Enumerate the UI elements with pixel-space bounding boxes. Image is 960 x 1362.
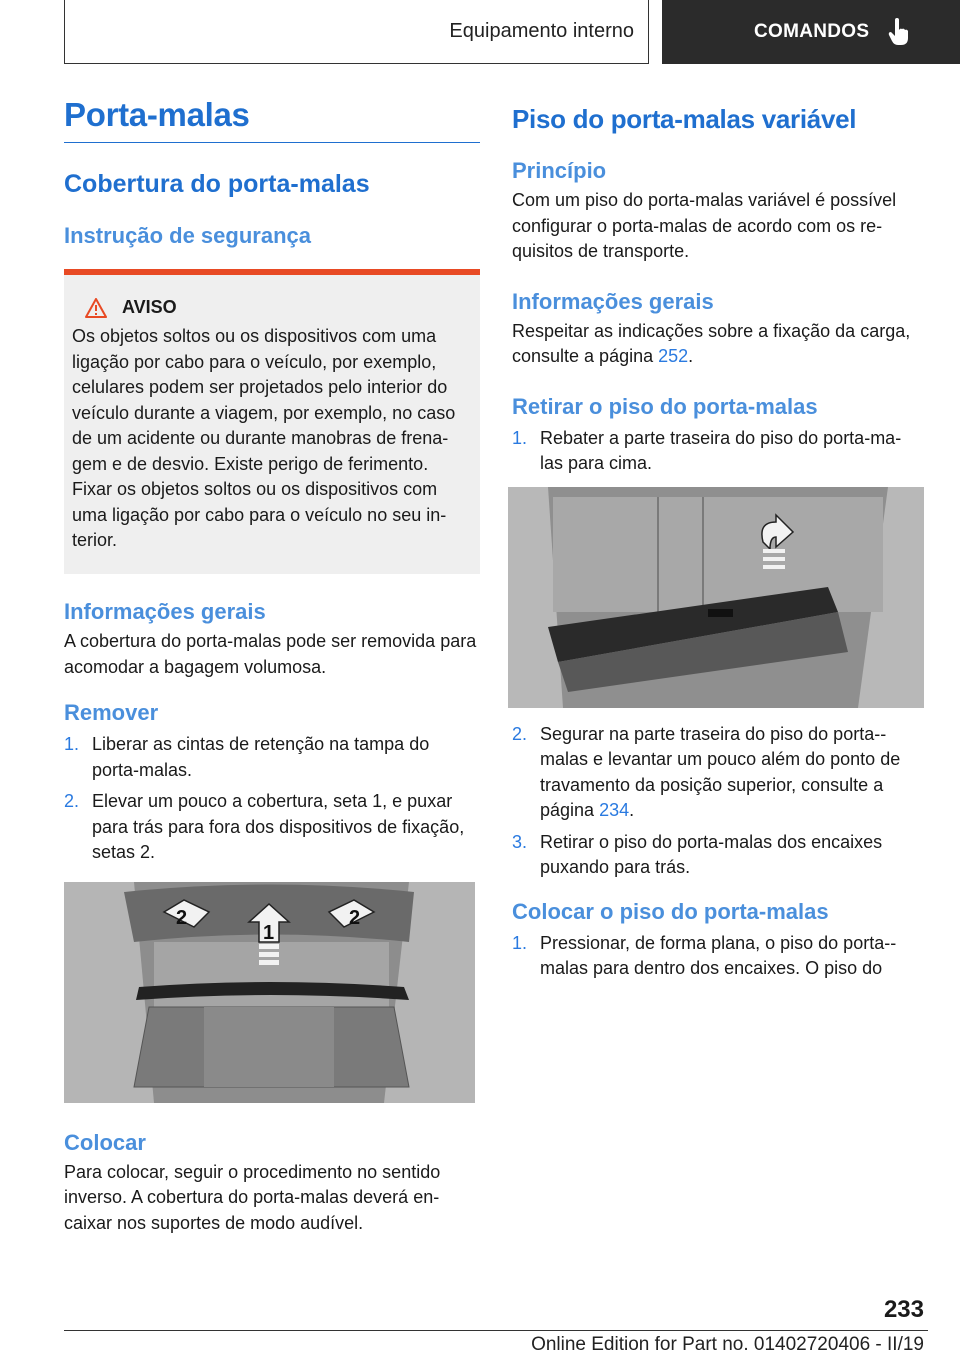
list-item (64, 789, 480, 866)
install-text: Para colocar, seguir o procedimento no sentido inverso. A cobertura do porta-malas deverá en‐caixar nos suportes de modo audível. (64, 1161, 441, 1233)
step-number: 3. (512, 831, 528, 852)
install-heading: Colocar (64, 1129, 146, 1155)
principle-text: Com um piso do porta-malas variável é possível configurar o porta-malas de acordo com os re‐quisitos de transporte. (512, 190, 897, 261)
step-text: Elevar um pouco a cobertura, seta 1, e puxar para trás para fora dos dispositivos de fixação, setas 2. (92, 791, 465, 862)
chapter-tab[interactable] (662, 0, 960, 64)
step-text: Liberar as cintas de retenção na tampa do porta-malas. (92, 734, 430, 780)
page-link-252[interactable]: 252 (658, 346, 689, 366)
header-section-title (64, 0, 634, 62)
step-text-end: . (629, 800, 635, 820)
page-link-234[interactable]: 234 (599, 800, 630, 820)
photo-label-arrow-1: 1 (263, 921, 275, 944)
floor-remove-steps (512, 426, 924, 477)
warning-triangle-icon (85, 298, 107, 318)
floor-remove-heading: Retirar o piso do porta-malas (512, 393, 818, 419)
list-item (512, 426, 924, 477)
step-number: 1. (64, 734, 80, 754)
page-number: 233 (883, 1296, 924, 1323)
safety-heading: Instrução de segurança (64, 223, 311, 248)
chapter-tab-label: COMANDOS (754, 21, 870, 42)
trunk-floor-photo (508, 487, 924, 708)
general-info-text: A cobertura do porta-malas pode ser removida para acomodar a bagagem volumosa. (64, 631, 477, 677)
floor-info-text (512, 319, 924, 370)
step-text: Retirar o piso do porta-malas dos encaixes puxando para trás. (540, 831, 883, 877)
principle-heading: Princípio (512, 158, 607, 183)
photo-label-arrow-2-right: 2 (349, 906, 361, 929)
floor-install-steps (512, 931, 924, 982)
remove-steps-list (64, 732, 480, 866)
pointing-hand-icon (887, 18, 911, 46)
floor-remove-steps-cont (512, 722, 924, 881)
step-text (540, 722, 924, 824)
floor-info-heading: Informações gerais (512, 288, 714, 314)
list-item (512, 722, 924, 824)
trunk-cover-photo (64, 882, 475, 1103)
step-number: 2. (512, 723, 528, 744)
left-column (64, 96, 480, 1236)
list-item (64, 732, 480, 783)
general-info-heading: Informações gerais (64, 599, 266, 624)
warning-label: AVISO (122, 297, 177, 317)
warning-header (72, 297, 470, 318)
info-text-part: Respeitar as indicações sobre a fixação da carga, consulte a página (512, 320, 911, 366)
step-number: 1. (512, 932, 528, 953)
subtitle-cover: Cobertura do porta-malas (64, 170, 370, 198)
footer-divider (64, 1330, 928, 1331)
step-text: Pressionar, de forma plana, o piso do porta‐-malas para dentro dos encaixes. O piso do (540, 932, 897, 978)
remove-heading: Remover (64, 700, 159, 725)
floor-install-heading: Colocar o piso do porta-malas (512, 898, 829, 924)
edition-info: Online Edition for Part no. 01402720406 - II/19 (531, 1334, 924, 1355)
step-number: 2. (64, 791, 80, 811)
right-column (512, 96, 924, 988)
step-text-part: Segurar na parte traseira do piso do porta‐-malas e levantar um pouco além do ponto de travamento da posição superior, consulte a página (540, 723, 901, 820)
photo-label-arrow-2-left: 2 (176, 906, 188, 929)
list-item (512, 931, 924, 982)
warning-box (64, 269, 480, 574)
info-text-end: . (688, 346, 694, 366)
step-text: Rebater a parte traseira do piso do porta-ma‐las para cima. (540, 427, 902, 473)
section-title-floor: Piso do porta-malas variável (512, 104, 857, 134)
page-title: Porta-malas (64, 96, 480, 143)
step-number: 1. (512, 427, 528, 448)
list-item (512, 830, 924, 881)
warning-text: Os objetos soltos ou os dispositivos com uma ligação por cabo para o veículo, por exemplo, celulares podem ser projetados pelo interior do veículo durante a viagem, por exemplo, no caso de um acidente ou durante manobras de frena‐gem e de desvio. Existe perigo de ferimento. Fixar os objetos soltos ou os dispositivos com uma ligação por cabo para o veículo no seu in‐terior. (72, 326, 456, 550)
section-label: Equipamento interno (449, 19, 634, 42)
